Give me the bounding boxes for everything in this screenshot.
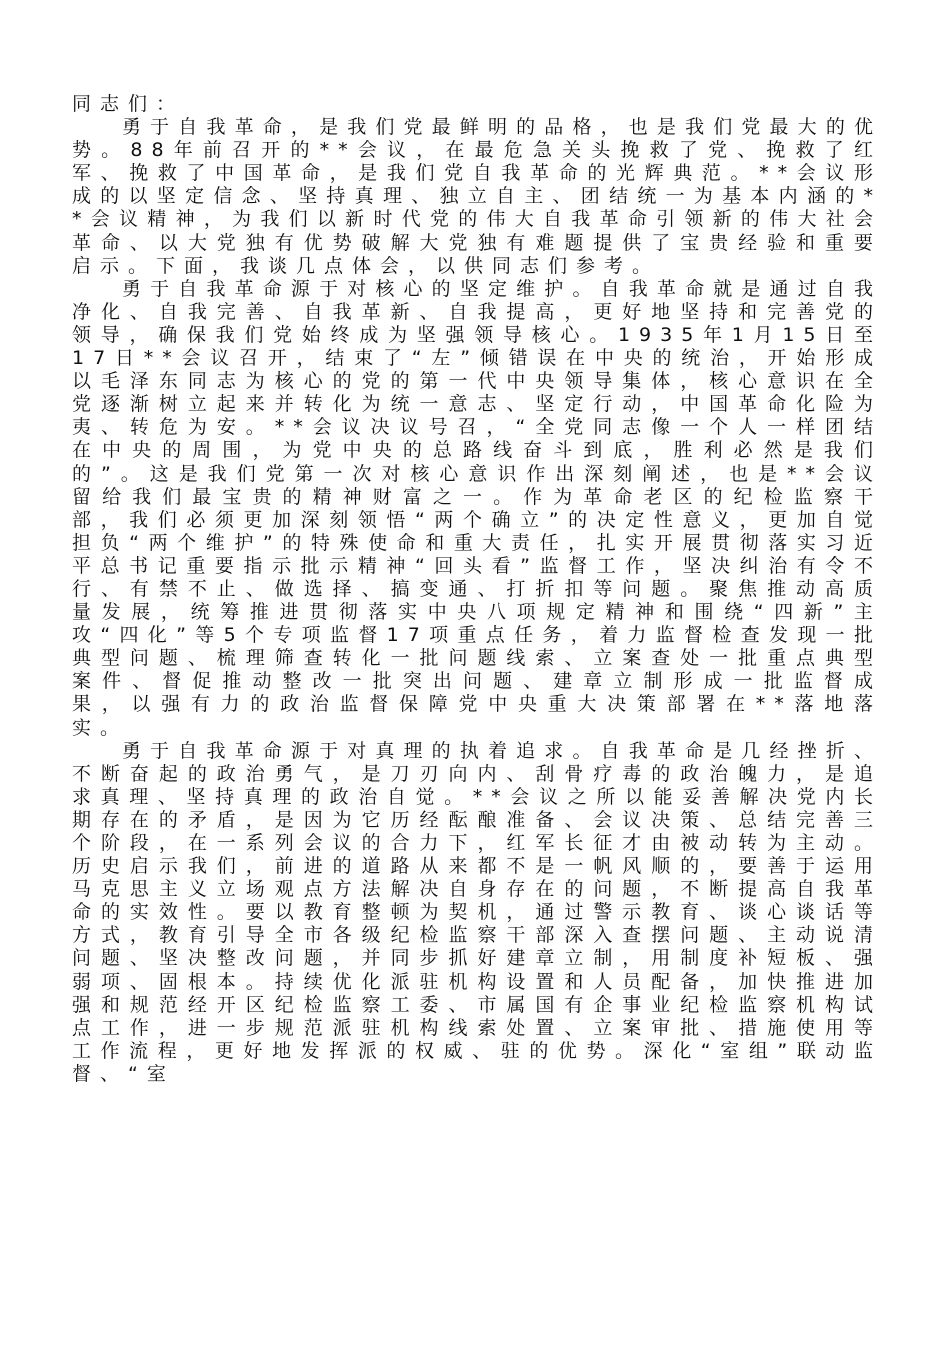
document-body — [72, 93, 882, 1086]
salutation: 同志们： — [72, 93, 185, 115]
paragraph-truth-pursuit: 勇于自我革命源于对真理的执着追求。自我革命是几经挫折、不断奋起的政治勇气，是刀刃向内、刮骨疗毒的政治魄力，是追求真理、坚持真理的政治自觉。**会议之所以能妥善解决党内长期存在的矛盾，是因为它历经酝酿准备、会议决策、总结完善三个阶段，在一系列会议的合力下，红军长征才由被动转为主动。历史启示我们，前进的道路从来都不是一帆风顺的，要善于运用马克思主义立场观点方法解决自身存在的问题，不断提高自我革命的实效性。要以教育整顿为契机，通过警示教育、谈心谈话等方式，教育引导全市各级纪检监察干部深入查摆问题、主动说清问题、坚决整改问题，并同步抓好建章立制，用制度补短板、强弱项、固根本。持续优化派驻机构设置和人员配备，加快推进加强和规范经开区纪检监察工委、市属国有企事业纪检监察机构试点工作，进一步规范派驻机构线索处置、立案审批、措施使用等工作流程，更好地发挥派的权威、驻的优势。深化“室组”联动监督、“室 — [72, 739, 882, 1085]
paragraph-core-maintenance: 勇于自我革命源于对核心的坚定维护。自我革命就是通过自我净化、自我完善、自我革新、自我提高，更好地坚持和完善党的领导，确保我们党始终成为坚强领导核心。1935年1月15日至17日**会议召开，结束了“左”倾错误在中央的统治，开始形成以毛泽东同志为核心的党的第一代中央领导集体，核心意识在全党逐渐树立起来并转化为统一意志、坚定行动，中国革命化险为夷、转危为安。**会议决议号召，“全党同志像一个人一样团结在中央的周围，为党中央的总路线奋斗到底，胜利必然是我们的”。这是我们党第一次对核心意识作出深刻阐述，也是**会议留给我们最宝贵的精神财富之一。作为革命老区的纪检监察干部，我们必须更加深刻领悟“两个确立”的决定性意义，更加自觉担负“两个维护”的特殊使命和重大责任，扎实开展贯彻落实习近平总书记重要指示批示精神“回头看”监督工作，坚决纠治有令不行、有禁不止、做选择、搞变通、打折扣等问题。聚焦推动高质量发展，统筹推进贯彻落实中央八项规定精神和围绕“四新”主攻“四化”等5个专项监督17项重点任务，着力监督检查发现一批典型问题、梳理筛查转化一批问题线索、立案查处一批重点典型案件、督促推动整改一批突出问题、建章立制形成一批监督成果，以强有力的政治监督保障党中央重大决策部署在**落地落实。 — [72, 277, 882, 739]
paragraph-intro: 勇于自我革命，是我们党最鲜明的品格，也是我们党最大的优势。88年前召开的**会议，在最危急关头挽救了党、挽救了红军、挽救了中国革命，是我们党自我革命的光辉典范。**会议形成的以坚定信念、坚持真理、独立自主、团结统一为基本内涵的**会议精神，为我们以新时代党的伟大自我革命引领新的伟大社会革命、以大党独有优势破解大党独有难题提供了宝贵经验和重要启示。下面，我谈几点体会，以供同志们参考。 — [72, 116, 882, 277]
